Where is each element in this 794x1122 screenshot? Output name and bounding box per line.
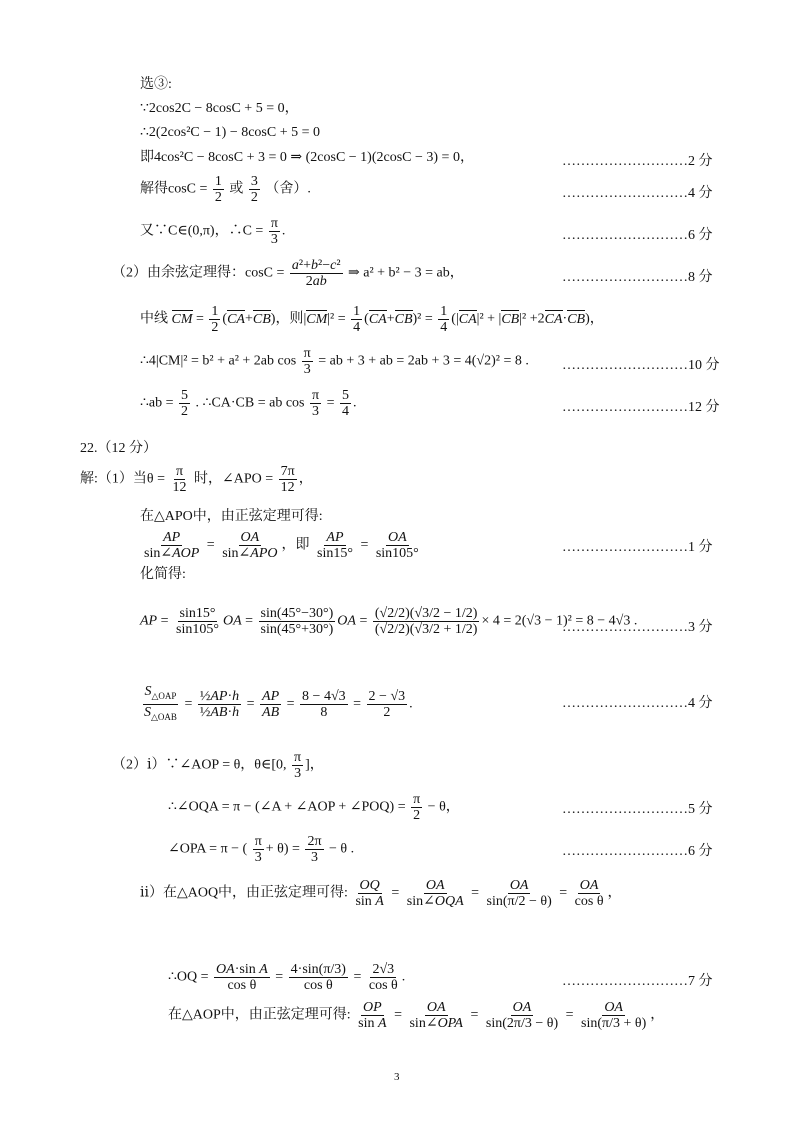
q22-aop: 在△AOP中，由正弦定理可得: $\frac{OP}{\text{sin A}}$ = OA sin∠OPA = $\frac{OA}{\sin(2\pi/3 - \theta)}$ = $\frac{OA}{\sin(\pi/3 + \theta)}$ ， xyxy=(168,1000,665,1031)
q22-area-ratio: $S_{\triangle OAP}$ $S_{\triangle OAB}$ = $\frac{\text{½AP·h}}{\text{½AB·h}}$ = $\frac{AP}{AB}$ = $\frac{8 - 4√3}{8}$ = $\frac{2 - √3}{2}$ . xyxy=(144,684,413,722)
question-22-header: 22.（12 分） xyxy=(80,441,157,456)
then-text: ，则 xyxy=(275,311,304,327)
score-2: ………………………2 分 xyxy=(562,154,713,169)
dot-product-text: . ∴CA·CB = ab cos xyxy=(195,395,305,411)
score-6: ………………………6 分 xyxy=(562,228,713,243)
score-q22-1: ………………………1 分 xyxy=(562,540,713,555)
fraction-3-2: $\frac{3}{2}$ xyxy=(250,174,258,205)
median-square-text: ∴4|CM|² = b² + a² + 2ab cos xyxy=(140,353,297,369)
angle-range-text: 又∵C∈(0,π)，∴C = xyxy=(140,223,264,239)
angle-apo-text: 时，∠APO = xyxy=(194,471,274,487)
eq-line-1: ∵2cos2C − 8cosC + 5 = 0， xyxy=(140,101,299,116)
q22-part2-i: （2）ⅰ）∵∠AOP = θ，θ∈[0, $\frac{\pi}{3}$ ]， xyxy=(112,750,324,781)
angle-oqa-text: ∴∠OQA = π − (∠A + ∠AOP + ∠POQ) = xyxy=(168,799,406,815)
score-q22-4: ………………………4 分 xyxy=(562,696,713,711)
score-q22-7: ………………………7 分 xyxy=(562,974,713,989)
q22-sine-law: AP sin∠AOP = OA sin∠APO ，即 $\frac{AP}{\sin 15^\circ}$ = $\frac{OA}{\sin 105^\circ}$ xyxy=(144,530,419,561)
ab-text: ∴ab = xyxy=(140,395,174,411)
solution-start: 解:（1）当θ = xyxy=(80,471,165,487)
eq-line-8: ∴4|CM|² = b² + a² + 2ab cos $\frac{\pi}{3}$ = ab + 3 + ab = 2ab + 3 = 4(√2)² = 8 . xyxy=(140,346,529,377)
median-result: = ab + 3 + ab = 2ab + 3 = 4(√2)² = 8 . xyxy=(318,353,529,369)
q22-opa: ∠OPA = π − ( $\frac{\pi}{3}$ + θ) = $\frac{2\pi}{3}$ − θ . xyxy=(168,834,355,865)
oq-text: ∴OQ = xyxy=(168,969,209,985)
cosine-result: ⇒ a² + b² − 3 = ab， xyxy=(348,265,464,281)
score-q22-3: ………………………3 分 xyxy=(562,620,713,635)
part-2-i-text: （2）ⅰ）∵∠AOP = θ，θ∈[0, xyxy=(112,757,287,773)
simplify-label: 化简得: xyxy=(140,567,186,582)
score-10: ………………………10 分 xyxy=(562,358,720,373)
fraction-pi-3: $\frac{\pi}{3}$ xyxy=(270,216,278,247)
choose-3-label: 选③: xyxy=(140,77,172,92)
q22-line-1: 解:（1）当θ = $\frac{\pi}{12}$ 时，∠APO = $\frac{7\pi}{12}$ ， xyxy=(80,464,313,495)
eq-line-2: ∴2(2cos²C − 1) − 8cosC + 5 = 0 xyxy=(140,125,321,140)
or-text: 或 xyxy=(229,181,244,197)
q22-ii: ⅱ）在△AOQ中，由正弦定理可得: $\frac{OQ}{\text{sin A}}$ = OA sin∠OQA = $\frac{OA}{\sin(\pi/2 - \theta)}$ = $\frac{OA}{\text{cos θ}}$ ， xyxy=(140,878,622,909)
fraction-1-2: $\frac{1}{2}$ xyxy=(214,174,222,205)
angle-opa-text: ∠OPA = π − ( xyxy=(168,841,248,857)
q22-oq: ∴OQ = $\frac{\text{OA·sin A}}{\text{cos θ}}$ = $\frac{4\cdot\sin(\pi/3)}{\text{cos θ}}$ = $\frac{2√3}{\text{cos θ}}$ . xyxy=(168,962,406,993)
q22-line-2: 在△APO中，由正弦定理可得: xyxy=(140,509,323,524)
eq-line-9: ∴ab = $\frac{5}{2}$ . ∴CA·CB = ab cos $\frac{\pi}{3}$ = $\frac{5}{4}$ . xyxy=(140,388,357,419)
cosine-law-text: （2）由余弦定理得：cosC = xyxy=(112,265,285,281)
eq-line-5: 又∵C∈(0,π)，∴C = $\frac{\pi}{3}$ . xyxy=(140,216,286,247)
eq-line-3: 即4cos²C − 8cosC + 3 = 0 ⇒ (2cosC − 1)(2cosC − 3) = 0， xyxy=(140,150,474,165)
solve-text: 解得cosC = xyxy=(140,181,208,197)
eq-line-cosine xyxy=(112,258,464,289)
score-q22-6: ………………………6 分 xyxy=(562,844,713,859)
reject-text: （舍）. xyxy=(265,181,311,197)
in-aop-text: 在△AOP中，由正弦定理可得: xyxy=(168,1007,351,1023)
score-4: ………………………4 分 xyxy=(562,186,713,201)
q22-oqa: ∴∠OQA = π − (∠A + ∠AOP + ∠POQ) = $\frac{\pi}{2}$ − θ， xyxy=(168,792,460,823)
eq-line-median: 中线 CM = $\frac{1}{2}$ (CA+CB)，则|CM|² = $\frac{1}{4}$ (CA+CB)² = $\frac{1}{4}$ (|CA|² + |CB|² +2CA·CB)， xyxy=(140,304,604,335)
q22-ap-calc: AP = $\frac{\sin 15^\circ}{\sin 105^\circ}$ OA = $\frac{\sin(45^\circ-30^\circ)}{\sin(45^\circ+30^\circ)}$ OA = $\frac{(√2/2)(√3/2 - 1/2)}{(√2/2)(√3/2 + 1/2)}$ × 4 = 2(√3 − 1)² = 8 − 4√3 . xyxy=(140,606,638,637)
eq-line-4 xyxy=(140,174,311,205)
fraction-cosine: $\frac{\text{a²+b²−c²}}{2ab}$ xyxy=(291,258,341,289)
median-text: 中线 xyxy=(140,311,168,327)
score-8: ………………………8 分 xyxy=(562,270,713,285)
page-number: 3 xyxy=(394,1071,400,1083)
score-12: ………………………12 分 xyxy=(562,400,720,415)
score-q22-5: ………………………5 分 xyxy=(562,802,713,817)
part-ii-text: ⅱ）在△AOQ中，由正弦定理可得: xyxy=(140,885,348,901)
